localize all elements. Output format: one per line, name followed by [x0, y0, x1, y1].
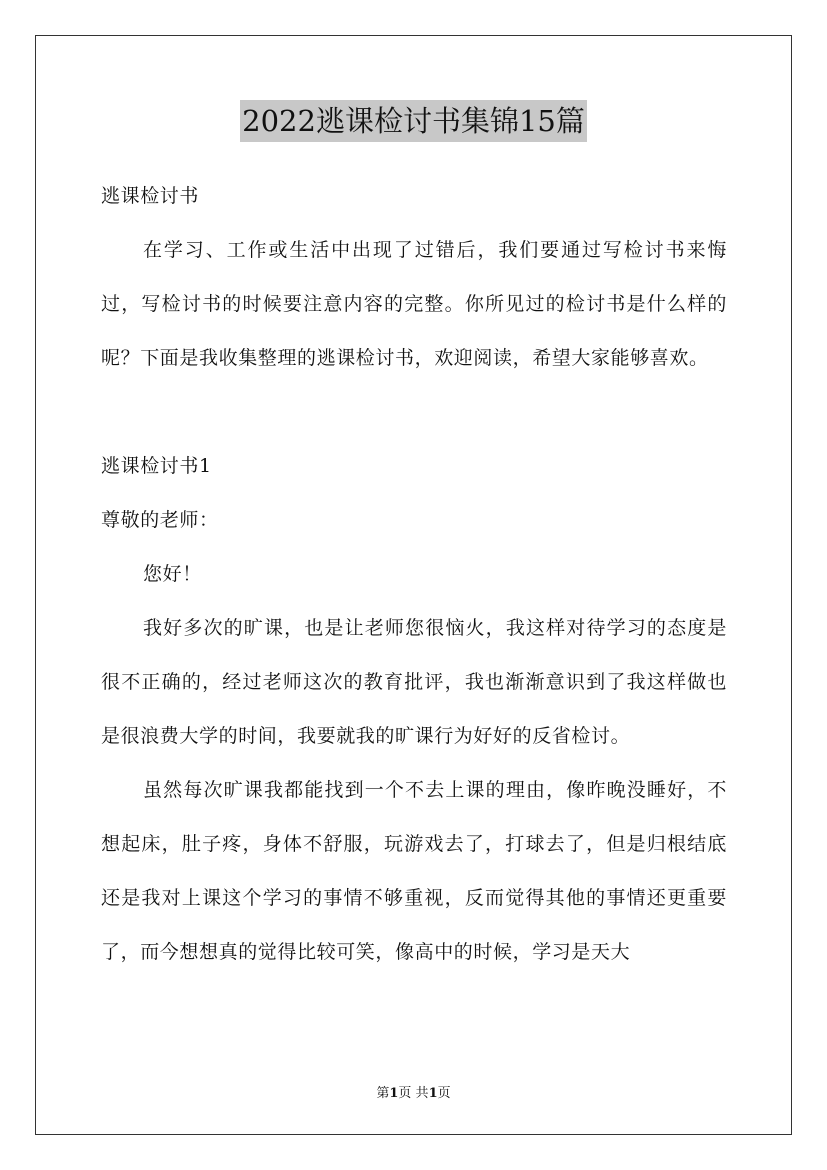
intro-paragraph: 在学习、工作或生活中出现了过错后，我们要通过写检讨书来悔过，写检讨书的时候要注意内容的完整。你所见过的检讨书是什么样的呢？下面是我收集整理的逃课检讨书，欢迎阅读，希望大家能够喜欢。 — [101, 239, 727, 369]
body-paragraph-1: 我好多次的旷课，也是让老师您很恼火，我这样对待学习的态度是很不正确的，经过老师这次的教育批评，我也渐渐意识到了我这样做也是很浪费大学的时间，我要就我的旷课行为好好的反省检讨。 — [101, 617, 727, 747]
paragraph-gap — [101, 385, 727, 439]
footer-total-pages: 1 — [428, 1086, 438, 1101]
document-body — [101, 169, 727, 979]
body-paragraph-2: 虽然每次旷课我都能找到一个不去上课的理由，像昨晚没睡好，不想起床，肚子疼，身体不舒服，玩游戏去了，打球去了，但是归根结底还是我对上课这个学习的事情不够重视，反而觉得其他的事情还更重要了，而今想想真的觉得比较可笑，像高中的时候，学习是天大 — [101, 779, 727, 963]
section-heading-1: 逃课检讨书1 — [101, 455, 212, 477]
section-heading: 逃课检讨书 — [101, 185, 200, 207]
salutation: 尊敬的老师： — [101, 509, 219, 531]
page-footer — [0, 1082, 827, 1101]
document-title: 2022逃课检讨书集锦15篇 — [240, 100, 587, 142]
footer-page-number: 1 — [389, 1086, 399, 1101]
title-container — [0, 100, 827, 142]
footer-prefix: 第 — [376, 1086, 390, 1101]
greeting: 您好！ — [143, 563, 202, 585]
footer-suffix: 页 — [437, 1086, 451, 1101]
footer-middle: 页 共 — [398, 1086, 429, 1101]
